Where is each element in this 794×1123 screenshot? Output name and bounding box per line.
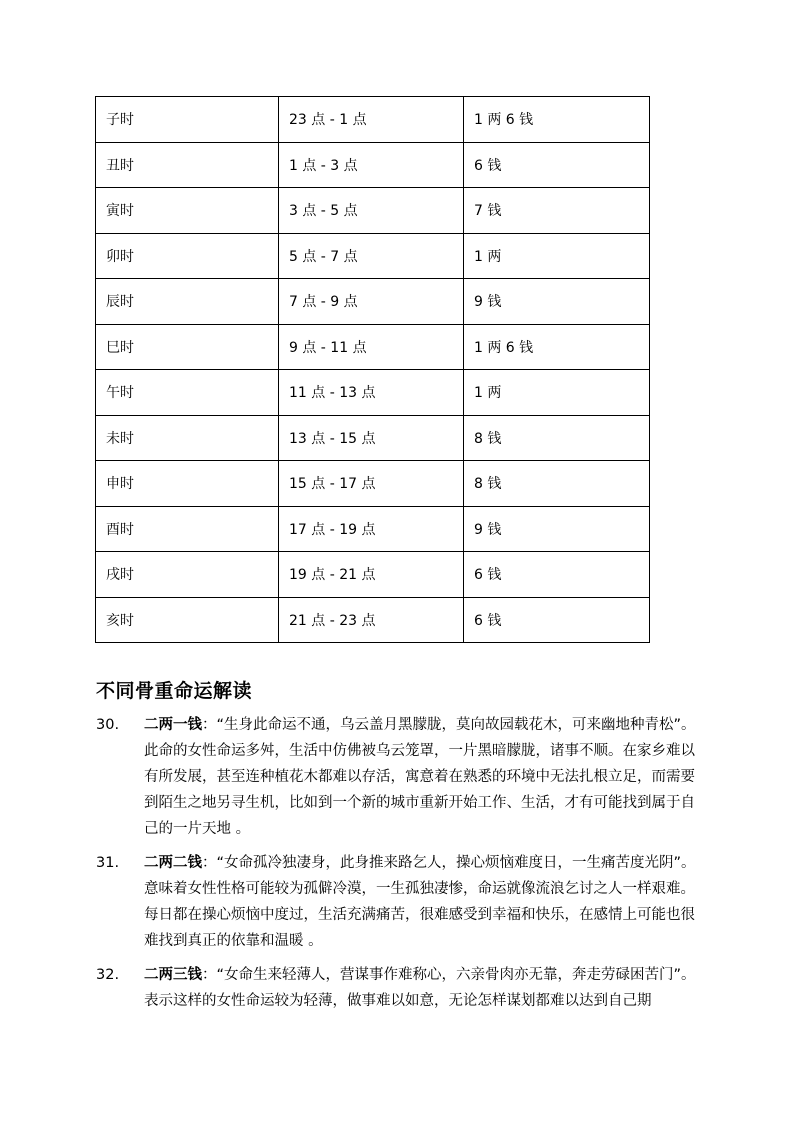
time-range-cell: 3 点 - 5 点: [279, 188, 464, 234]
bone-weight-label: 二两一钱: [144, 717, 202, 733]
time-range-cell: 1 点 - 3 点: [279, 142, 464, 188]
hour-name-cell: 未时: [96, 415, 279, 461]
bone-weight-cell: 1 两: [464, 233, 650, 279]
time-range-cell: 21 点 - 23 点: [279, 597, 464, 643]
table-row: [96, 370, 650, 416]
time-range-cell: 15 点 - 17 点: [279, 461, 464, 507]
time-range-cell: 13 点 - 15 点: [279, 415, 464, 461]
time-range-cell: 11 点 - 13 点: [279, 370, 464, 416]
bone-weight-cell: 9 钱: [464, 279, 650, 325]
time-range-cell: 9 点 - 11 点: [279, 324, 464, 370]
bone-weight-cell: 8 钱: [464, 461, 650, 507]
hour-name-cell: 卯时: [96, 233, 279, 279]
bone-weight-label: 二两三钱: [144, 967, 202, 983]
list-text: [144, 962, 706, 1014]
table-row: [96, 506, 650, 552]
table-row: [96, 188, 650, 234]
time-range-cell: 23 点 - 1 点: [279, 97, 464, 143]
reading-body: ：“女命孤冷独凄身，此身推来路乞人，操心烦恼难度日，一生痛苦度光阴”。意味着女性性格可能较为孤僻冷漠，一生孤独凄惨，命运就像流浪乞讨之人一样艰难。每日都在操心烦恼中度过，生活充满痛苦，很难感受到幸福和快乐，在感情上可能也很难找到真正的依靠和温暖 。: [144, 855, 696, 949]
hour-name-cell: 丑时: [96, 142, 279, 188]
hour-name-cell: 巳时: [96, 324, 279, 370]
time-range-cell: 7 点 - 9 点: [279, 279, 464, 325]
list-number: 31.: [96, 855, 120, 871]
bone-weight-cell: 6 钱: [464, 142, 650, 188]
bone-weight-cell: 1 两: [464, 370, 650, 416]
table-row: [96, 552, 650, 598]
bone-weight-label: 二两二钱: [144, 855, 202, 871]
list-item: [96, 850, 706, 954]
table-row: [96, 597, 650, 643]
hour-name-cell: 辰时: [96, 279, 279, 325]
list-text: [144, 850, 706, 954]
bone-weight-cell: 6 钱: [464, 552, 650, 598]
list-number: 30.: [96, 717, 120, 733]
birth-hour-weight-table: [95, 96, 650, 643]
reading-list: [96, 712, 706, 1022]
bone-weight-cell: 8 钱: [464, 415, 650, 461]
hour-name-cell: 子时: [96, 97, 279, 143]
bone-weight-cell: 6 钱: [464, 597, 650, 643]
hour-name-cell: 酉时: [96, 506, 279, 552]
list-item: [96, 962, 706, 1014]
list-text: [144, 712, 706, 842]
table-row: [96, 415, 650, 461]
hour-name-cell: 午时: [96, 370, 279, 416]
table-row: [96, 233, 650, 279]
bone-weight-cell: 1 两 6 钱: [464, 97, 650, 143]
hour-name-cell: 寅时: [96, 188, 279, 234]
table-row: [96, 142, 650, 188]
table-row: [96, 279, 650, 325]
list-number: 32.: [96, 967, 120, 983]
bone-weight-cell: 1 两 6 钱: [464, 324, 650, 370]
section-title: 不同骨重命运解读: [96, 680, 253, 702]
bone-weight-cell: 7 钱: [464, 188, 650, 234]
time-range-cell: 17 点 - 19 点: [279, 506, 464, 552]
reading-body: ：“女命生来轻薄人，营谋事作难称心，六亲骨肉亦无靠，奔走劳碌困苦门”。表示这样的女性命运较为轻薄，做事难以如意，无论怎样谋划都难以达到自己期: [144, 967, 696, 1009]
bone-weight-cell: 9 钱: [464, 506, 650, 552]
table-row: [96, 97, 650, 143]
reading-body: ：“生身此命运不通，乌云盖月黑朦胧，莫向故园载花木，可来幽地种青松”。此命的女性命运多舛，生活中仿佛被乌云笼罩，一片黑暗朦胧，诸事不顺。在家乡难以有所发展，甚至连种植花木都难以存活，寓意着在熟悉的环境中无法扎根立足，而需要到陌生之地另寻生机，比如到一个新的城市重新开始工作、生活，才有可能找到属于自己的一片天地 。: [144, 717, 696, 837]
hour-name-cell: 申时: [96, 461, 279, 507]
time-range-cell: 19 点 - 21 点: [279, 552, 464, 598]
table-row: [96, 324, 650, 370]
time-range-cell: 5 点 - 7 点: [279, 233, 464, 279]
hour-name-cell: 亥时: [96, 597, 279, 643]
table-row: [96, 461, 650, 507]
hour-name-cell: 戌时: [96, 552, 279, 598]
table-body: [96, 97, 650, 643]
list-item: [96, 712, 706, 842]
